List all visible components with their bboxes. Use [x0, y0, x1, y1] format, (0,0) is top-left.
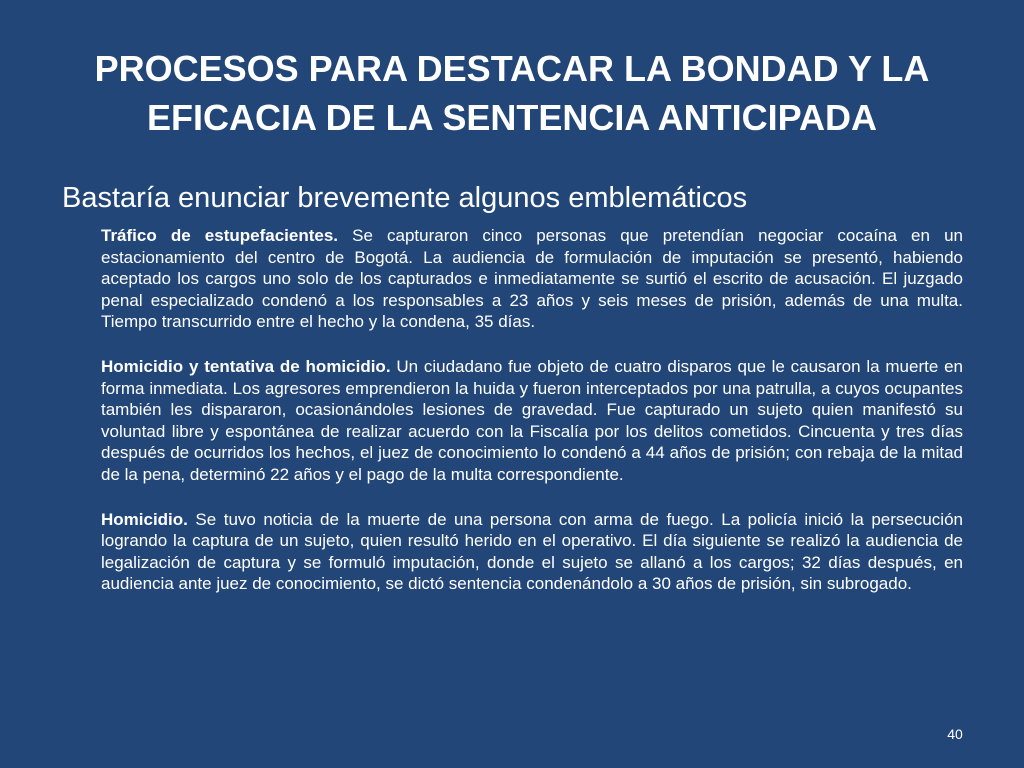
- slide-title-line-2: EFICACIA DE LA SENTENCIA ANTICIPADA: [146, 97, 877, 138]
- case-lead: Homicidio.: [101, 509, 188, 529]
- case-text: Se tuvo noticia de la muerte de una persona con arma de fuego. La policía inició la persecución logrando la captura de un sujeto, quien resultó herido en el operativo. El día siguiente se realizó la audiencia de legalización de captura y se formuló imputación, donde el sujeto se allanó a los cargos; 32 días después, en audiencia ante juez de conocimiento, se dictó sentencia condenándolo a 30 años de prisión, sin subrogado.: [101, 509, 963, 594]
- case-text: Se capturaron cinco personas que pretendían negociar cocaína en un estacionamiento del centro de Bogotá. La audiencia de formulación de imputación se presentó, habiendo aceptado los cargos uno solo de los capturados e inmediatamente se surtió el escrito de acusación. El juzgado penal especializado condenó a los responsables a 23 años y seis meses de prisión, además de una multa. Tiempo transcurrido entre el hecho y la condena, 35 días.: [101, 226, 963, 332]
- case-homicide: [101, 509, 963, 595]
- page-number: 40: [947, 726, 963, 742]
- slide-title-line-1: PROCESOS PARA DESTACAR LA BONDAD Y LA: [94, 48, 930, 89]
- slide-subtitle: Bastaría enunciar brevemente algunos emblemáticos: [62, 182, 748, 214]
- cases-list: [101, 225, 963, 595]
- case-homicide-attempt: [101, 356, 963, 486]
- slide-title: [60, 44, 964, 142]
- case-lead: Tráfico de estupefacientes.: [101, 226, 339, 245]
- case-lead: Homicidio y tentativa de homicidio.: [101, 356, 391, 376]
- case-drug-trafficking: [101, 225, 963, 333]
- case-text: Un ciudadano fue objeto de cuatro disparos que le causaron la muerte en forma inmediata. Los agresores emprendieron la huida y fueron interceptados por una patrulla, a cuyos ocupantes también les dispararon, ocasionándoles lesiones de gravedad. Fue capturado un sujeto quien manifestó su voluntad libre y espontánea de realizar acuerdo con la Fiscalía por los delitos cometidos. Cincuenta y tres días después de ocurridos los hechos, el juez de conocimiento lo condenó a 44 años de prisión; con rebaja de la mitad de la pena, determinó 22 años y el pago de la multa correspondiente.: [101, 356, 963, 484]
